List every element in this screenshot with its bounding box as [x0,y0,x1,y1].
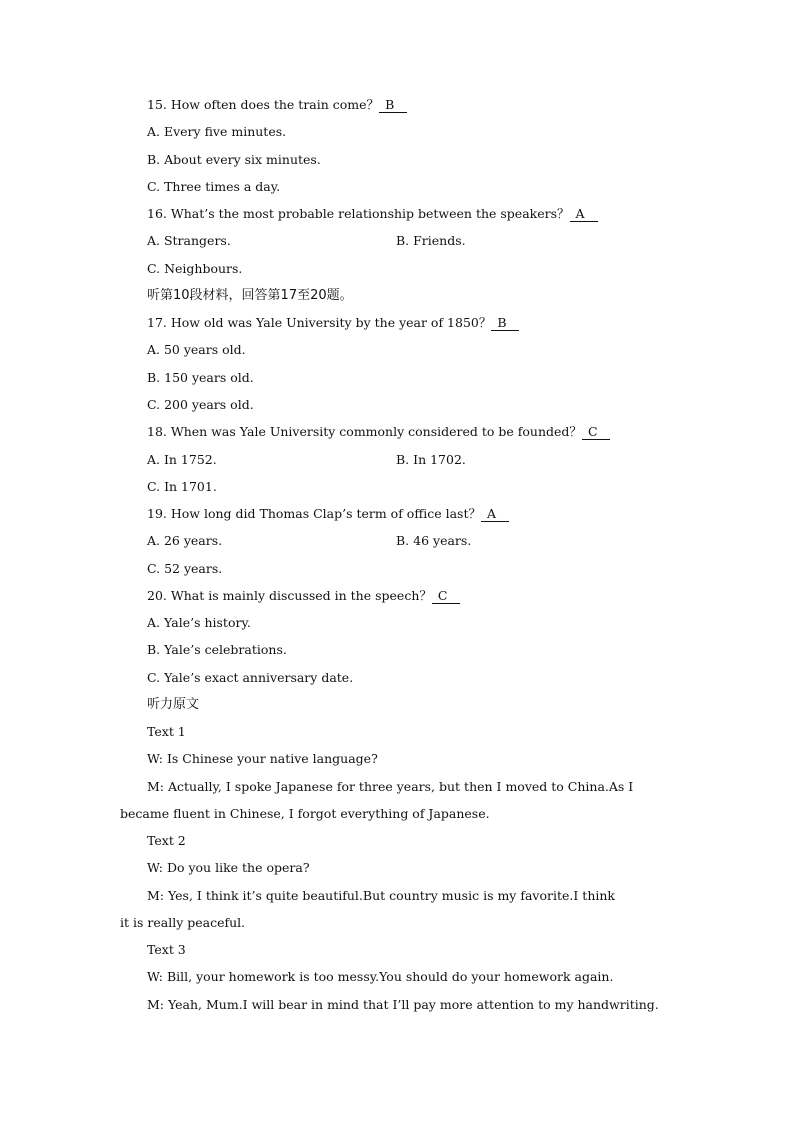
question-16-option-c: C. Neighbours. [147,261,243,276]
text-1-line-2: M: Actually, I spoke Japanese for three years, but then I moved to China.As I [147,779,634,794]
question-15-option-b: B. About every six minutes. [147,152,321,167]
question-17-stem [147,315,519,331]
question-15-text: 15. How often does the train come？ [147,97,380,112]
question-16-text: 16. What’s the most probable relationship between the speakers？ [147,206,570,221]
question-20-option-c: C. Yale’s exact anniversary date. [147,670,354,685]
question-15-answer: B [379,98,407,113]
question-16-stem [147,206,598,222]
text-1-line-1: W: Is Chinese your native language? [147,751,378,766]
section-heading: 听第10段材料，回答第17至20题。 [147,288,353,303]
question-20-text: 20. What is mainly discussed in the speech？ [147,588,432,603]
text-3-label: Text 3 [147,942,186,957]
question-18-stem [147,424,610,440]
question-19-option-c: C. 52 years. [147,561,223,576]
question-16-answer: A [570,207,598,222]
text-1-label: Text 1 [147,724,186,739]
text-2-line-3: it is really peaceful. [120,915,246,930]
transcript-heading: 听力原文 [147,697,200,712]
text-2-label: Text 2 [147,833,186,848]
text-3-line-2: M: Yeah, Mum.I will bear in mind that I’ll pay more attention to my handwriting. [147,997,659,1012]
question-17-option-b: B. 150 years old. [147,370,254,385]
question-19-text: 19. How long did Thomas Clap’s term of office last？ [147,506,481,521]
question-20-option-b: B. Yale’s celebrations. [147,642,287,657]
question-15-option-a: A. Every five minutes. [147,124,287,139]
text-3-line-1: W: Bill, your homework is too messy.You should do your homework again. [147,969,614,984]
question-17-option-c: C. 200 years old. [147,397,254,412]
question-16-option-b: B. Friends. [396,233,466,248]
question-15-stem [147,97,407,113]
question-17-option-a: A. 50 years old. [147,342,246,357]
text-2-line-2: M: Yes, I think it’s quite beautiful.But country music is my favorite.I think [147,888,615,903]
question-20-answer: C [432,589,460,604]
text-1-line-3: became fluent in Chinese, I forgot everything of Japanese. [120,806,490,821]
question-18-text: 18. When was Yale University commonly considered to be founded？ [147,424,582,439]
question-15-option-c: C. Three times a day. [147,179,281,194]
question-18-answer: C [582,425,610,440]
question-19-answer: A [481,507,509,522]
question-18-option-b: B. In 1702. [396,452,466,467]
question-19-option-a: A. 26 years. [147,533,223,548]
question-17-text: 17. How old was Yale University by the year of 1850？ [147,315,492,330]
text-2-line-1: W: Do you like the opera? [147,860,310,875]
question-19-option-b: B. 46 years. [396,533,472,548]
question-18-option-c: C. In 1701. [147,479,217,494]
question-18-option-a: A. In 1752. [147,452,217,467]
question-20-stem [147,588,460,604]
question-19-stem [147,506,509,522]
question-20-option-a: A. Yale’s history. [147,615,251,630]
question-17-answer: B [491,316,519,331]
question-16-option-a: A. Strangers. [147,233,231,248]
